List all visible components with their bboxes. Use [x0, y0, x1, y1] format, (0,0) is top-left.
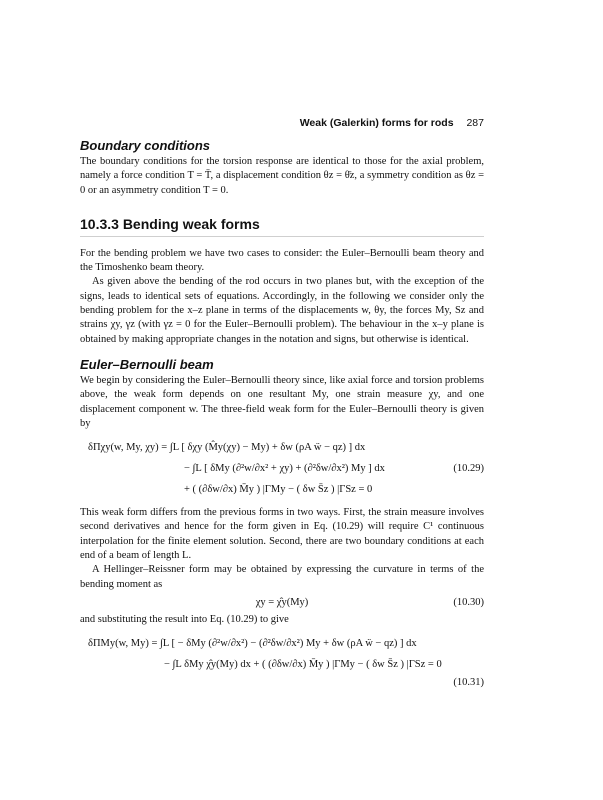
equation-10-31-line-2 [80, 654, 484, 675]
equation-10-31-line-1 [80, 633, 484, 654]
equation-text: − ∫L [ δMy (∂²w/∂x² + χy) + (∂²δw/∂x²) My ] dx [184, 463, 385, 475]
equation-text: − ∫L δMy χ̂y(My) dx + ( (∂δw/∂x) M̄y ) |ΓMy − ( δw S̄z ) |ΓSz = 0 [164, 659, 442, 671]
section-paragraph-1: For the bending problem we have two cases to consider: the Euler–Bernoulli beam theory and the Timoshenko beam theory. [80, 247, 484, 274]
running-head-title: Weak (Galerkin) forms for rods [299, 117, 454, 129]
euler-paragraph-4: and substituting the result into Eq. (10.29) to give [80, 613, 289, 625]
equation-number: (10.30) [453, 596, 484, 608]
equation-10-30 [80, 592, 484, 613]
section-heading: 10.3.3 Bending weak forms [80, 216, 484, 237]
euler-paragraph-1: We begin by considering the Euler–Bernoulli theory since, like axial force and torsion problems above, the weak form depends on one resultant My, one strain measure χy, and one displacement component w. The three-field weak form for the Euler–Bernoulli theory is given by [80, 374, 484, 429]
main-content [80, 138, 484, 691]
euler-paragraph-2: This weak form differs from the previous forms in two ways. First, the strain measure involves second derivatives and hence for the form given in Eq. (10.29) will require C¹ continuous interpolation for the finite element solution. Second, there are two boundary conditions at each end of a beam of length L. [80, 507, 484, 562]
boundary-conditions-heading: Boundary conditions [80, 138, 210, 153]
equation-text: δΠχy(w, My, χy) = ∫L [ δχy (M̂y(χy) − My) + δw (ρA ẅ − qz) ] dx [88, 442, 366, 454]
running-head [300, 117, 484, 129]
page-number: 287 [466, 117, 484, 129]
equation-10-29-line-1 [80, 437, 484, 458]
equation-text: δΠMy(w, My) = ∫L [ − δMy (∂²w/∂x²) − (∂²δw/∂x²) My + δw (ρA ẅ − qz) ] dx [88, 638, 417, 650]
equation-10-29-line-3 [80, 479, 484, 500]
equation-number: (10.29) [453, 463, 484, 475]
equation-10-29-line-2 [80, 458, 484, 479]
section-paragraph-2: As given above the bending of the rod occurs in two planes but, with the exception of the signs, leads to identical sets of equations. Accordingly, in the following we consider only the bending problem for the x–z plane in terms of the displacements w, θy, the forces My, Sz and strains χy, γz (with γz = 0 for the Euler–Bernoulli problem). The behaviour in the x–y plane is obtained by making appropriate changes in the notation and signs, but otherwise is identical. [80, 276, 484, 345]
equation-10-31-number-line [80, 675, 484, 691]
equation-number: (10.31) [453, 677, 484, 689]
equation-text: + ( (∂δw/∂x) M̄y ) |ΓMy − ( δw S̄z ) |ΓSz = 0 [184, 484, 373, 496]
boundary-conditions-text: The boundary conditions for the torsion response are identical to those for the axial problem, namely a force condition T = T̄, a displacement condition θz = θ̄z, a symmetry condition as θz = 0 or an asymmetry condition T = 0. [80, 156, 484, 196]
euler-bernoulli-heading: Euler–Bernoulli beam [80, 356, 214, 372]
equation-text: χy = χ̂y(My) [255, 596, 309, 608]
euler-paragraph-3: A Hellinger–Reissner form may be obtained by expressing the curvature in terms of the bending moment as [80, 564, 484, 590]
